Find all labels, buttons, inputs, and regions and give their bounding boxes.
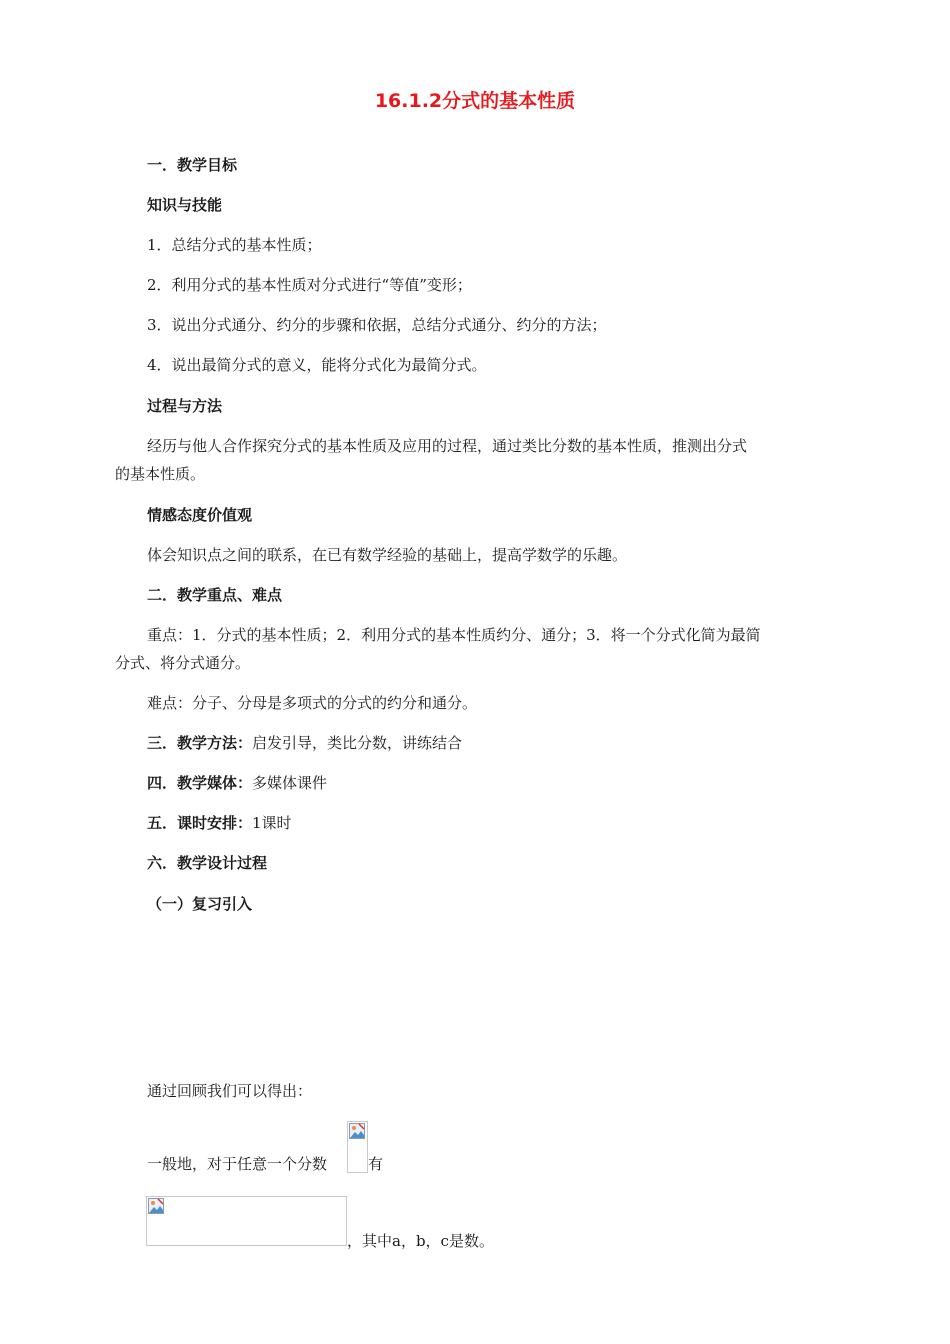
fraction-formula-image (347, 1121, 368, 1173)
section-heading-objectives: 一．教学目标 (147, 156, 238, 174)
objective-item-4: 4．说出最简分式的意义，能将分式化为最简分式。 (147, 356, 487, 374)
objective-item-3: 3．说出分式通分、约分的步骤和依据，总结分式通分、约分的方法； (147, 316, 607, 334)
subheading-knowledge-skills: 知识与技能 (147, 196, 223, 214)
class-hours-row (147, 813, 292, 833)
fraction-property-formula-image (146, 1196, 347, 1246)
general-statement-suffix: 有 (368, 1155, 384, 1173)
section-heading-key-difficult: 二．教学重点、难点 (147, 586, 283, 604)
page-title: 16.1.2分式的基本性质 (374, 90, 576, 112)
process-paragraph-line-1: 经历与他人合作探究分式的基本性质及应用的过程，通过类比分数的基本性质，推测出分式 (147, 437, 748, 455)
class-hours-value: 1课时 (252, 814, 292, 832)
objective-item-2: 2．利用分式的基本性质对分式进行“等值”变形； (147, 276, 472, 294)
key-points-line-2: 分式、将分式通分。 (115, 654, 251, 672)
broken-image-icon (148, 1198, 164, 1214)
teaching-media-row (147, 773, 327, 793)
broken-image-icon (349, 1123, 365, 1139)
process-paragraph-line-2: 的基本性质。 (115, 465, 206, 483)
part-heading-review-intro: （一）复习引入 (147, 895, 253, 913)
review-sentence: 通过回顾我们可以得出： (147, 1082, 313, 1100)
general-statement-prefix: 一般地，对于任意一个分数 (147, 1155, 328, 1173)
key-points-line-1: 重点：1．分式的基本性质；2．利用分式的基本性质约分、通分；3．将一个分式化简为最简 (147, 626, 761, 644)
subheading-emotion-values: 情感态度价值观 (147, 506, 253, 524)
teaching-media-label: 四．教学媒体： (147, 774, 253, 792)
teaching-method-row (147, 733, 462, 753)
teaching-method-value: 启发引导，类比分数，讲练结合 (252, 734, 463, 752)
subheading-process-methods: 过程与方法 (147, 397, 223, 415)
class-hours-label: 五．课时安排： (147, 814, 253, 832)
section-heading-design-process: 六．教学设计过程 (147, 854, 268, 872)
objective-item-1: 1．总结分式的基本性质； (147, 236, 322, 254)
teaching-media-value: 多媒体课件 (252, 774, 328, 792)
where-clause: ，其中a，b，c是数。 (347, 1232, 494, 1250)
emotion-paragraph: 体会知识点之间的联系，在已有数学经验的基础上，提高学数学的乐趣。 (147, 546, 628, 564)
difficult-points: 难点：分子、分母是多项式的分式的约分和通分。 (147, 694, 478, 712)
teaching-method-label: 三．教学方法： (147, 734, 253, 752)
